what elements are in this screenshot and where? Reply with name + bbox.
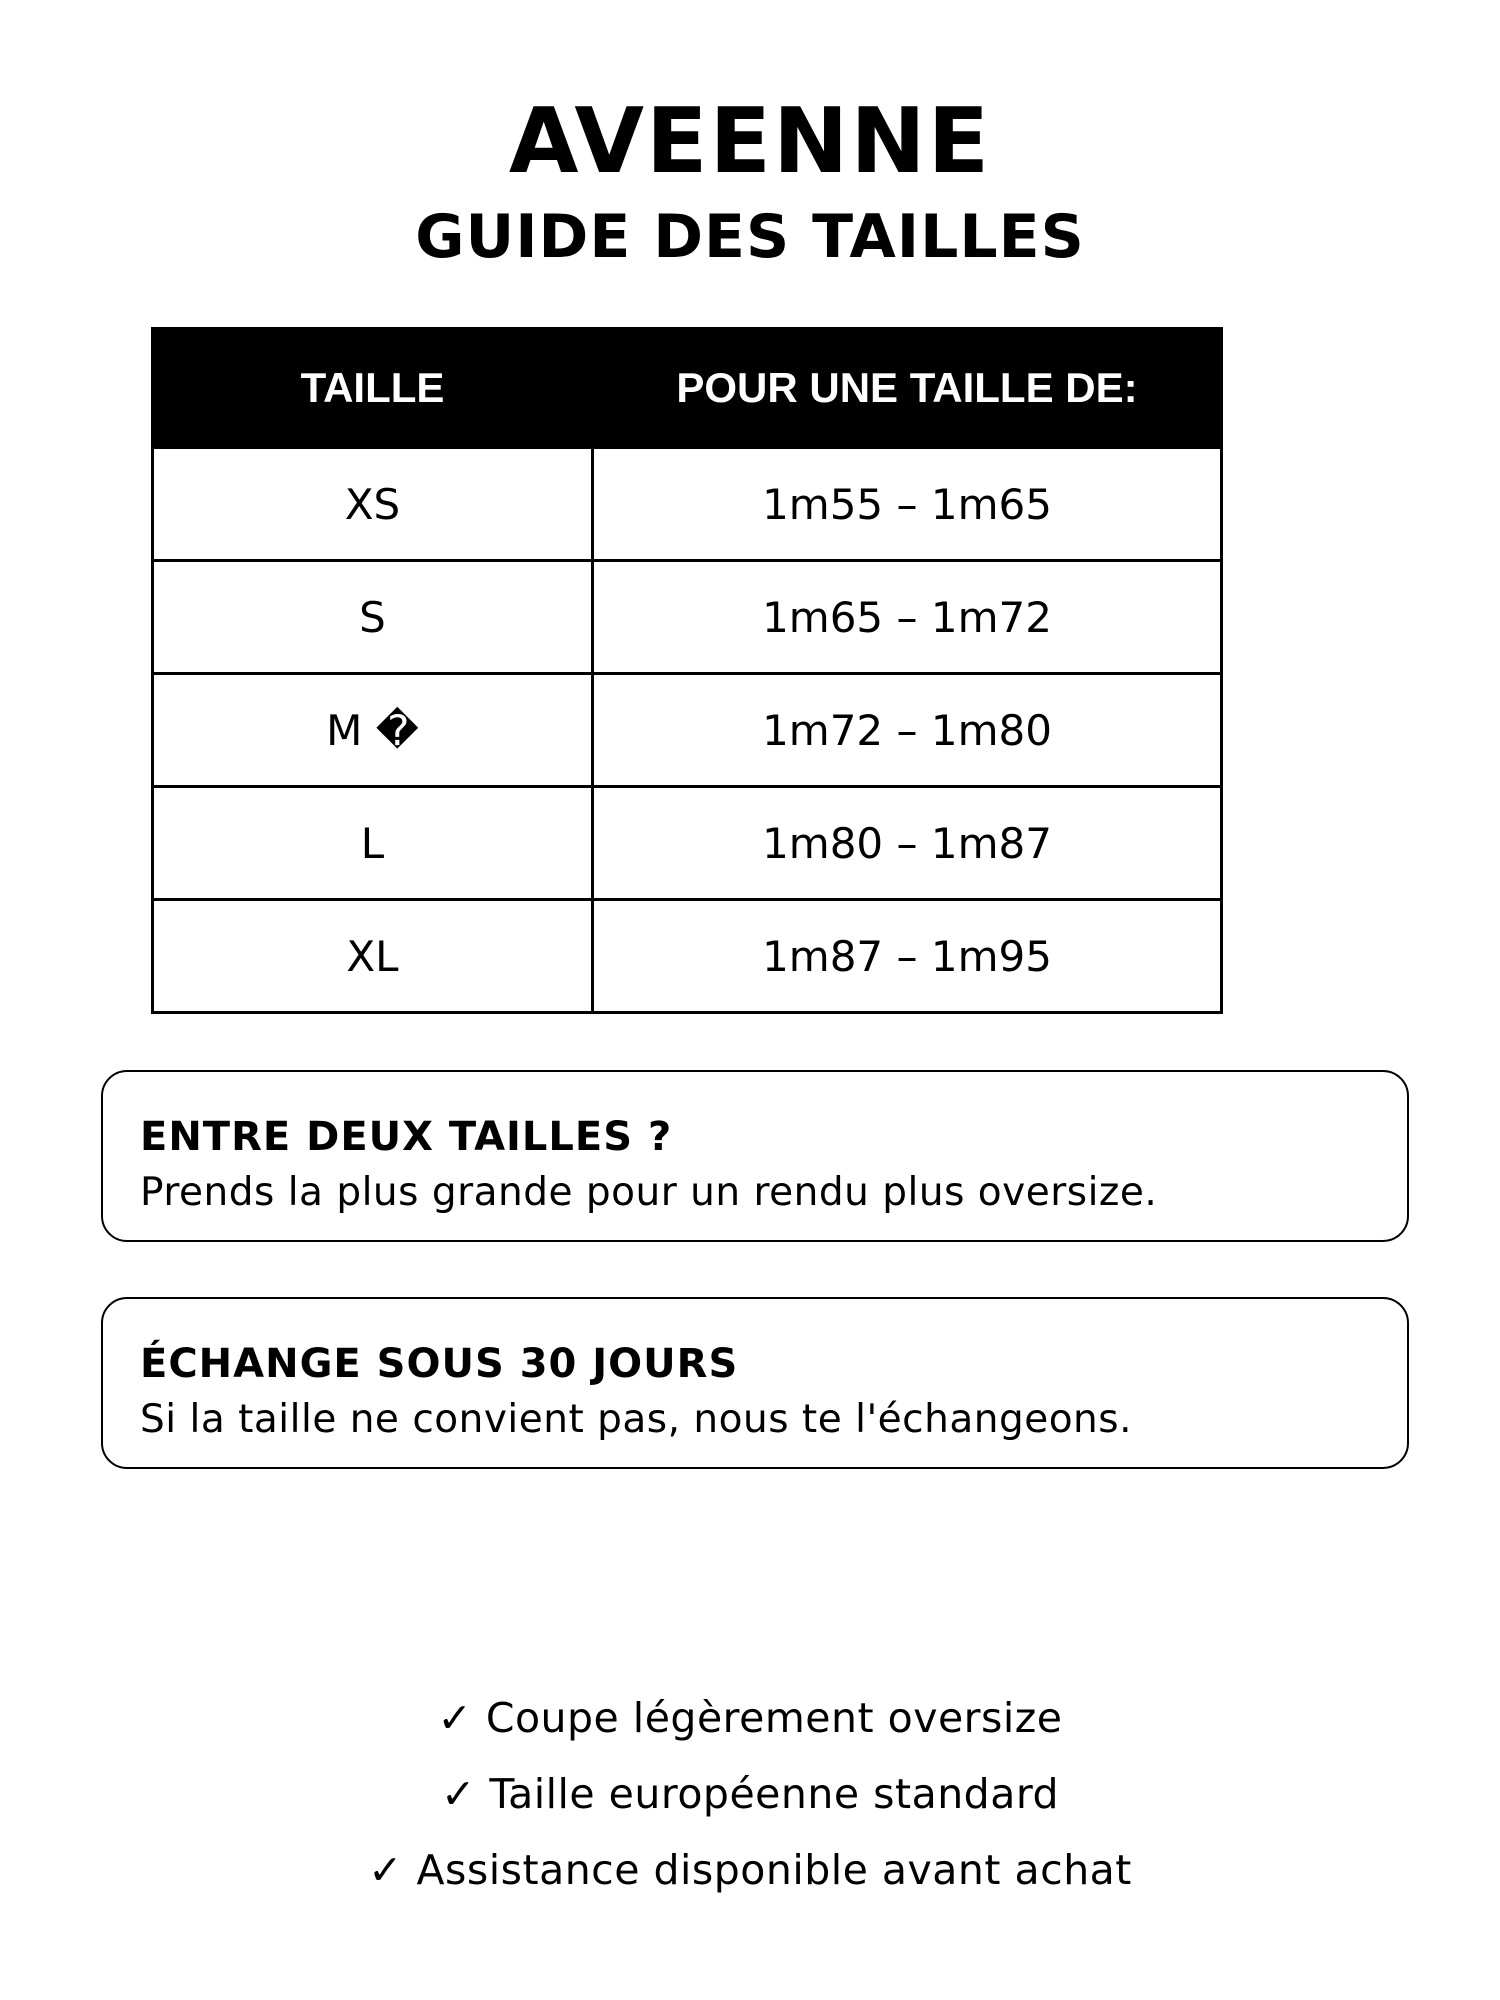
page-title: GUIDE DES TAILLES <box>415 202 1085 272</box>
size-table <box>151 327 1223 1014</box>
table-row <box>153 787 1222 900</box>
table-header-row <box>153 329 1222 448</box>
note-text: Si la taille ne convient pas, nous te l'échangeons. <box>140 1397 1132 1442</box>
note-title: ÉCHANGE SOUS 30 JOURS <box>140 1341 739 1387</box>
height-range-cell: 1m87 – 1m95 <box>593 900 1222 1013</box>
note-title: ENTRE DEUX TAILLES ? <box>140 1114 673 1160</box>
brand-title: AVEENNE <box>508 89 992 194</box>
size-cell: XL <box>153 900 593 1013</box>
feature-item: ✓ Coupe légèrement oversize <box>437 1694 1063 1742</box>
height-range-cell: 1m80 – 1m87 <box>593 787 1222 900</box>
table-row <box>153 674 1222 787</box>
column-header-size: TAILLE <box>153 329 593 448</box>
table-row <box>153 900 1222 1013</box>
feature-list <box>0 1680 1500 1908</box>
height-range-cell: 1m65 – 1m72 <box>593 561 1222 674</box>
size-cell: S <box>153 561 593 674</box>
column-header-height: POUR UNE TAILLE DE: <box>593 329 1222 448</box>
exchange-note <box>101 1297 1409 1469</box>
size-cell: XS <box>153 448 593 561</box>
table-row <box>153 448 1222 561</box>
table-row <box>153 561 1222 674</box>
feature-item: ✓ Taille européenne standard <box>440 1770 1059 1818</box>
size-cell: M � <box>153 674 593 787</box>
height-range-cell: 1m55 – 1m65 <box>593 448 1222 561</box>
size-cell: L <box>153 787 593 900</box>
height-range-cell: 1m72 – 1m80 <box>593 674 1222 787</box>
note-text: Prends la plus grande pour un rendu plus oversize. <box>140 1170 1158 1215</box>
feature-item: ✓ Assistance disponible avant achat <box>368 1846 1132 1894</box>
between-sizes-note <box>101 1070 1409 1242</box>
